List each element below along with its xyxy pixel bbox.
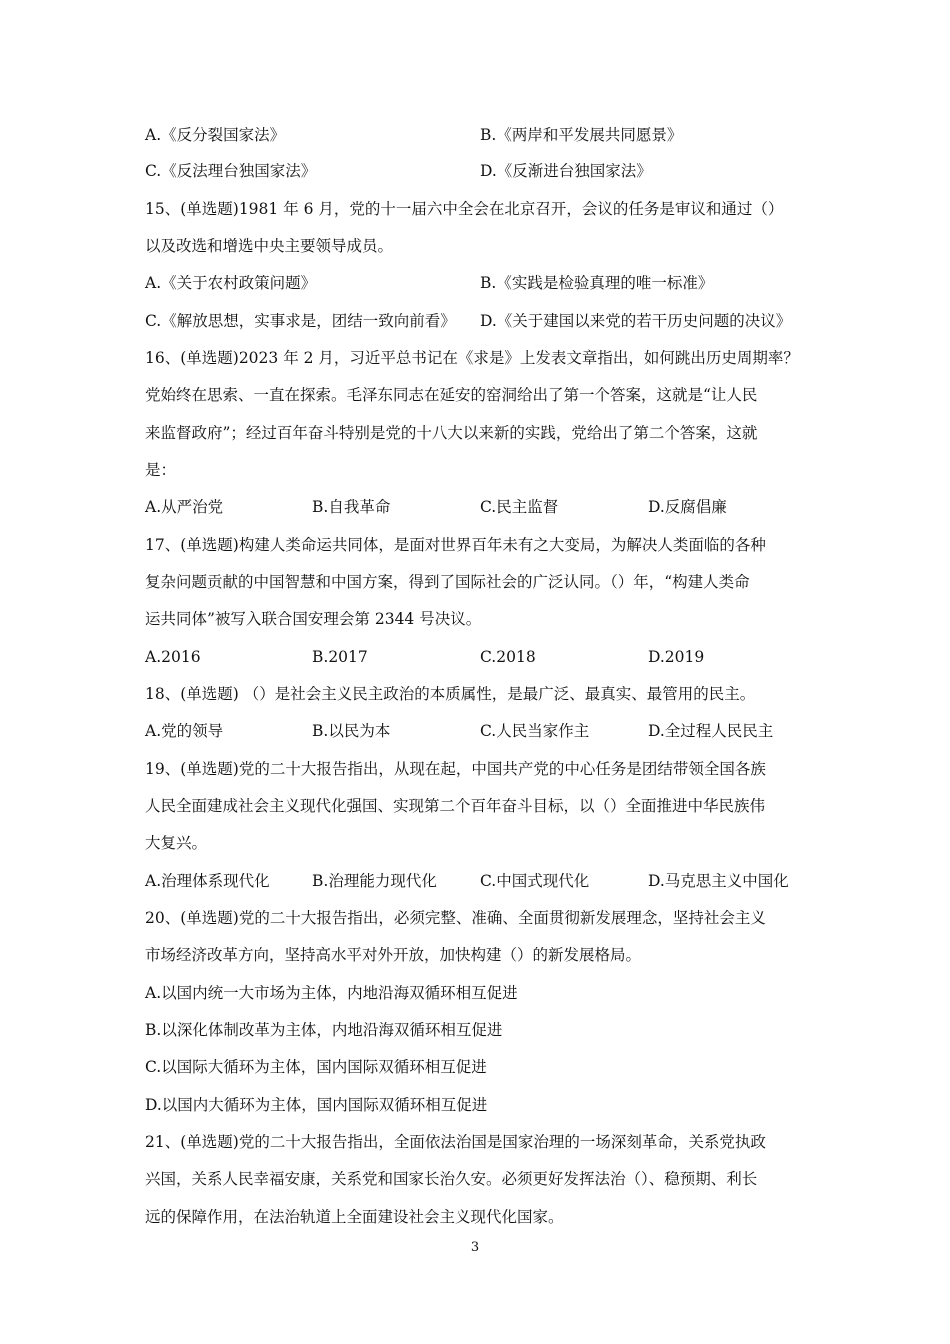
q17-option-b: B.2017 [312,648,368,666]
q16-option-c: C.民主监督 [480,498,559,516]
q17-option-d: D.2019 [648,648,705,666]
q21-text-line-2: 兴国，关系人民幸福安康，关系党和国家长治久安。必须更好发挥法治（）、稳预期、利长 [145,1170,758,1188]
q16-text-line-3: 来监督政府”；经过百年奋斗特别是党的十八大以来新的实践，党给出了第二个答案，这就 [145,424,758,442]
q18-option-b: B.以民为本 [312,722,391,740]
q15-text-line-1: 15、(单选题)1981 年 6 月，党的十一届六中全会在北京召开，会议的任务是审议和通过（） [145,200,784,218]
q21-text-line-3: 远的保障作用，在法治轨道上全面建设社会主义现代化国家。 [145,1208,564,1226]
q14-option-c: C.《反法理台独国家法》 [145,162,317,180]
q16-text-line-4: 是： [145,461,177,479]
q20-option-a: A.以国内统一大市场为主体，内地沿海双循环相互促进 [145,984,518,1002]
q14-option-a: A.《反分裂国家法》 [145,126,286,144]
q19-option-b: B.治理能力现代化 [312,872,437,890]
q18-option-d: D.全过程人民民主 [648,722,774,740]
q15-text-line-2: 以及改选和增选中央主要领导成员。 [145,237,394,255]
q17-text-line-3: 运共同体”被写入联合国安理会第 2344 号决议。 [145,610,482,628]
q20-text-line-2: 市场经济改革方向，坚持高水平对外开放，加快构建（）的新发展格局。 [145,946,642,964]
q20-option-d: D.以国内大循环为主体，国内国际双循环相互促进 [145,1096,488,1114]
q16-text-line-2: 党始终在思索、一直在探索。毛泽东同志在延安的窑洞给出了第一个答案，这就是“让人民 [145,386,758,404]
q19-option-a: A.治理体系现代化 [145,872,270,890]
q18-text-line-1: 18、(单选题) （）是社会主义民主政治的本质属性，是最广泛、最真实、最管用的民主。 [145,685,756,703]
q15-option-c: C.《解放思想，实事求是，团结一致向前看》 [145,312,456,330]
q16-text-line-1: 16、(单选题)2023 年 2 月，习近平总书记在《求是》上发表文章指出，如何跳出历史周期率？ [145,349,799,367]
q17-option-c: C.2018 [480,648,536,666]
q20-option-c: C.以国际大循环为主体，国内国际双循环相互促进 [145,1058,487,1076]
q19-text-line-3: 大复兴。 [145,834,208,852]
q17-option-a: A.2016 [145,648,201,666]
page-number: 3 [470,1240,480,1255]
q19-option-d: D.马克思主义中国化 [648,872,789,890]
q17-text-line-2: 复杂问题贡献的中国智慧和中国方案，得到了国际社会的广泛认同。（）年，“构建人类命 [145,573,750,591]
q20-option-b: B.以深化体制改革为主体，内地沿海双循环相互促进 [145,1021,503,1039]
q19-text-line-1: 19、(单选题)党的二十大报告指出，从现在起，中国共产党的中心任务是团结带领全国各族 [145,760,766,778]
q14-option-d: D.《反渐进台独国家法》 [480,162,652,180]
q14-option-b: B.《两岸和平发展共同愿景》 [480,126,683,144]
q19-text-line-2: 人民全面建成社会主义现代化强国、实现第二个百年奋斗目标，以（）全面推进中华民族伟 [145,797,766,815]
q15-option-d: D.《关于建国以来党的若干历史问题的决议》 [480,312,792,330]
q16-option-d: D.反腐倡廉 [648,498,727,516]
q16-option-a: A.从严治党 [145,498,224,516]
q16-option-b: B.自我革命 [312,498,391,516]
q20-text-line-1: 20、(单选题)党的二十大报告指出，必须完整、准确、全面贯彻新发展理念，坚持社会主义 [145,909,766,927]
q15-option-b: B.《实践是检验真理的唯一标准》 [480,274,714,292]
q18-option-c: C.人民当家作主 [480,722,590,740]
q17-text-line-1: 17、(单选题)构建人类命运共同体，是面对世界百年未有之大变局，为解决人类面临的各种 [145,536,766,554]
q19-option-c: C.中国式现代化 [480,872,590,890]
q21-text-line-1: 21、(单选题)党的二十大报告指出，全面依法治国是国家治理的一场深刻革命，关系党执政 [145,1133,766,1151]
q18-option-a: A.党的领导 [145,722,224,740]
q15-option-a: A.《关于农村政策问题》 [145,274,317,292]
